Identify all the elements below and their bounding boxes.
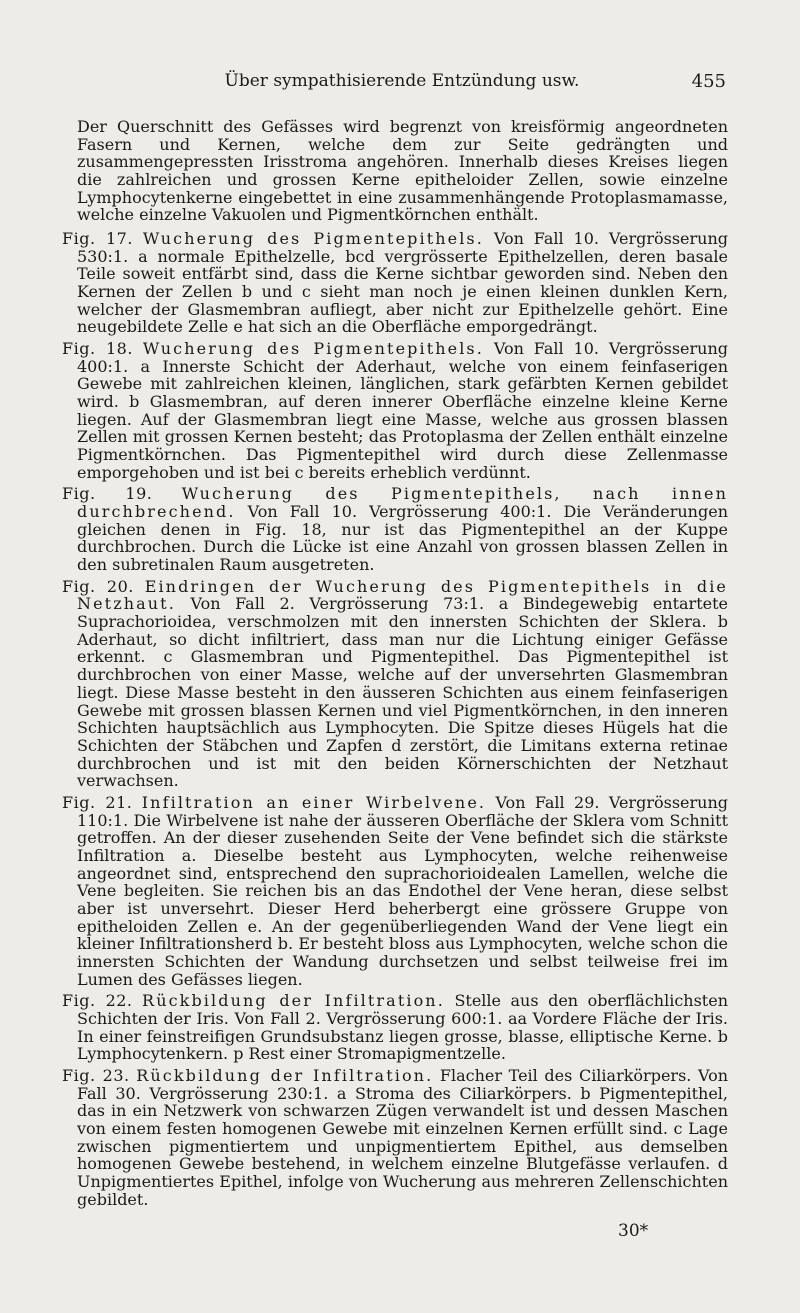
page-body bbox=[62, 118, 728, 1212]
figure-title: Infiltration an einer Wirbelvene. bbox=[141, 792, 487, 812]
figure-title: Wucherung des Pigmentepithels, nach innen durchbrechend. bbox=[77, 484, 729, 522]
figure-label: Fig. 19. bbox=[62, 484, 153, 504]
figure-caption-23 bbox=[62, 1067, 728, 1208]
figure-description: Von Fall 2. Vergrösserung 73:1. a Bindegewebig entartete Suprachorioidea, verschmolzen mit den innersten Schichten der Sklera. b Aderhaut, so dicht infiltriert, dass man nur die Lichtung einiger Gefässe erkennt. c Glasmembran und Pigmentepithel. Das Pigmentepithel ist durchbrochen von einer Masse, welche auf der unversehrten Glasmembran liegt. Diese Masse besteht in den äusseren Schichten aus einem feinfaserigen Gewebe mit grossen blassen Kernen und viel Pigmentkörnchen, in den inneren Schichten hauptsächlich aus Lymphocyten. Die Spitze dieses Hügels hat die Schichten der Stäbchen und Zapfen d zerstört, die Limitans externa retinae durchbrochen und ist mit den beiden Körnerschichten der Netzhaut verwachsen. bbox=[77, 594, 729, 791]
figure-label: Fig. 17. bbox=[62, 229, 133, 249]
figure-label: Fig. 18. bbox=[62, 339, 133, 359]
figure-description: Von Fall 10. Vergrösserung 400:1. Die Veränderungen gleichen denen in Fig. 18, nur ist das Pigmentepithel an der Kuppe durchbrochen. Durch die Lücke ist eine Anzahl von grossen blassen Zellen in den subretinalen Raum ausgetreten. bbox=[77, 502, 728, 575]
figure-label: Fig. 23. bbox=[62, 1065, 130, 1085]
figure-title: Rückbildung der Infiltration. bbox=[136, 1065, 434, 1085]
figure-label: Fig. 22. bbox=[62, 991, 133, 1011]
page-header bbox=[78, 72, 726, 94]
running-title: Über sympathisierende Entzündung usw. bbox=[224, 71, 580, 91]
figure-label: Fig. 20. bbox=[62, 576, 134, 596]
figure-description: Von Fall 10. Vergrösserung 400:1. a Innerste Schicht der Aderhaut, welche von einem feinfaserigen Gewebe mit zahlreichen kleinen, länglichen, stark gefärbten Kernen gebildet wird. b Glasmembran, auf deren innerer Oberfläche einzelne kleine Kerne liegen. Auf der Glasmembran liegt eine Masse, welche aus grossen blassen Zellen mit grossen Kernen besteht; das Protoplasma der Zellen enthält einzelne Pigmentkörnchen. Das Pigmentepithel wird durch diese Zellenmasse emporgehoben und ist bei c bereits erheblich verdünnt. bbox=[77, 339, 729, 482]
figure-caption-18 bbox=[62, 340, 728, 481]
figure-description: Von Fall 29. Vergrösserung 110:1. Die Wirbelvene ist nahe der äusseren Oberfläche der Sklera vom Schnitt getroffen. An der dieser zusehenden Seite der Vene befindet sich die stärkste Infiltration a. Dieselbe besteht aus Lymphocyten, welche reihenweise angeordnet sind, entsprechend den suprachorioidealen Lamellen, welche die Vene begleiten. Sie reichen bis an das Endothel der Vene heran, diese selbst aber ist unversehrt. Dieser Herd beherbergt eine grössere Gruppe von epitheloiden Zellen e. An der gegenüberliegenden Wand der Vene liegt ein kleiner Infiltrationsherd b. Er besteht bloss aus Lymphocyten, welche schon die innersten Schichten der Wandung durchsetzen und selbst teilweise frei im Lumen des Gefässes liegen. bbox=[77, 792, 728, 989]
figure-title: Eindringen der Wucherung des Pigmentepithels in die Netzhaut. bbox=[77, 576, 728, 614]
figure-caption-22 bbox=[62, 992, 728, 1063]
figure-caption-21 bbox=[62, 794, 728, 988]
figure-caption-17 bbox=[62, 230, 728, 336]
figure-label: Fig. 21. bbox=[62, 792, 133, 812]
figure-caption-19 bbox=[62, 485, 728, 573]
intro-paragraph: Der Querschnitt des Gefässes wird begrenzt von kreisförmig angeordneten Fasern und Kernen, welche dem zur Seite gedrängten und zusammengepressten Irisstroma angehören. Innerhalb dieses Kreises liegen die zahlreichen und grossen Kerne epitheloider Zellen, sowie einzelne Lymphocytenkerne eingebettet in eine zusammenhängende Protoplasmamasse, welche einzelne Vakuolen und Pigmentkörnchen enthält. bbox=[77, 117, 728, 225]
figure-description: Flacher Teil des Ciliarkörpers. Von Fall 30. Vergrösserung 230:1. a Stroma des Ciliarkörpers. b Pigmentepithel, das in ein Netzwerk von schwarzen Zügen verwandelt ist und dessen Maschen von einem festen homogenen Gewebe mit einzelnen Kernen erfüllt sind. c Lage zwischen pigmentiertem und unpigmentiertem Epithel, aus demselben homogenen Gewebe bestehend, in welchem einzelne Blutgefässe verlaufen. d Unpigmentiertes Epithel, infolge von Wucherung aus mehreren Zellenschichten gebildet. bbox=[77, 1065, 729, 1209]
signature-mark: 30* bbox=[618, 1221, 649, 1241]
figure-title: Wucherung des Pigmentepithels. bbox=[142, 229, 484, 249]
figure-caption-20 bbox=[62, 578, 728, 790]
figure-description: Stelle aus den oberflächlichsten Schichten der Iris. Von Fall 2. Vergrösserung 600:1. aa Vordere Fläche der Iris. In einer feinstreifigen Grundsubstanz liegen grosse, blasse, elliptische Kerne. b Lymphocytenkern. p Rest einer Stromapigmentzelle. bbox=[77, 991, 729, 1064]
figure-title: Rückbildung der Infiltration. bbox=[142, 991, 445, 1011]
page-number: 455 bbox=[691, 71, 726, 92]
figure-title: Wucherung des Pigmentepithels. bbox=[142, 339, 484, 359]
figure-description: Von Fall 10. Vergrösserung 530:1. a normale Epithelzelle, bcd vergrösserte Epithelzellen, deren basale Teile soweit entfärbt sind, dass die Kerne sichtbar geworden sind. Neben den Kernen der Zellen b und c sieht man noch je einen kleinen dunklen Kern, welcher der Glasmembran aufliegt, aber nicht zur Epithelzelle gehört. Eine neugebildete Zelle e hat sich an die Oberfläche emporgedrängt. bbox=[77, 229, 729, 337]
